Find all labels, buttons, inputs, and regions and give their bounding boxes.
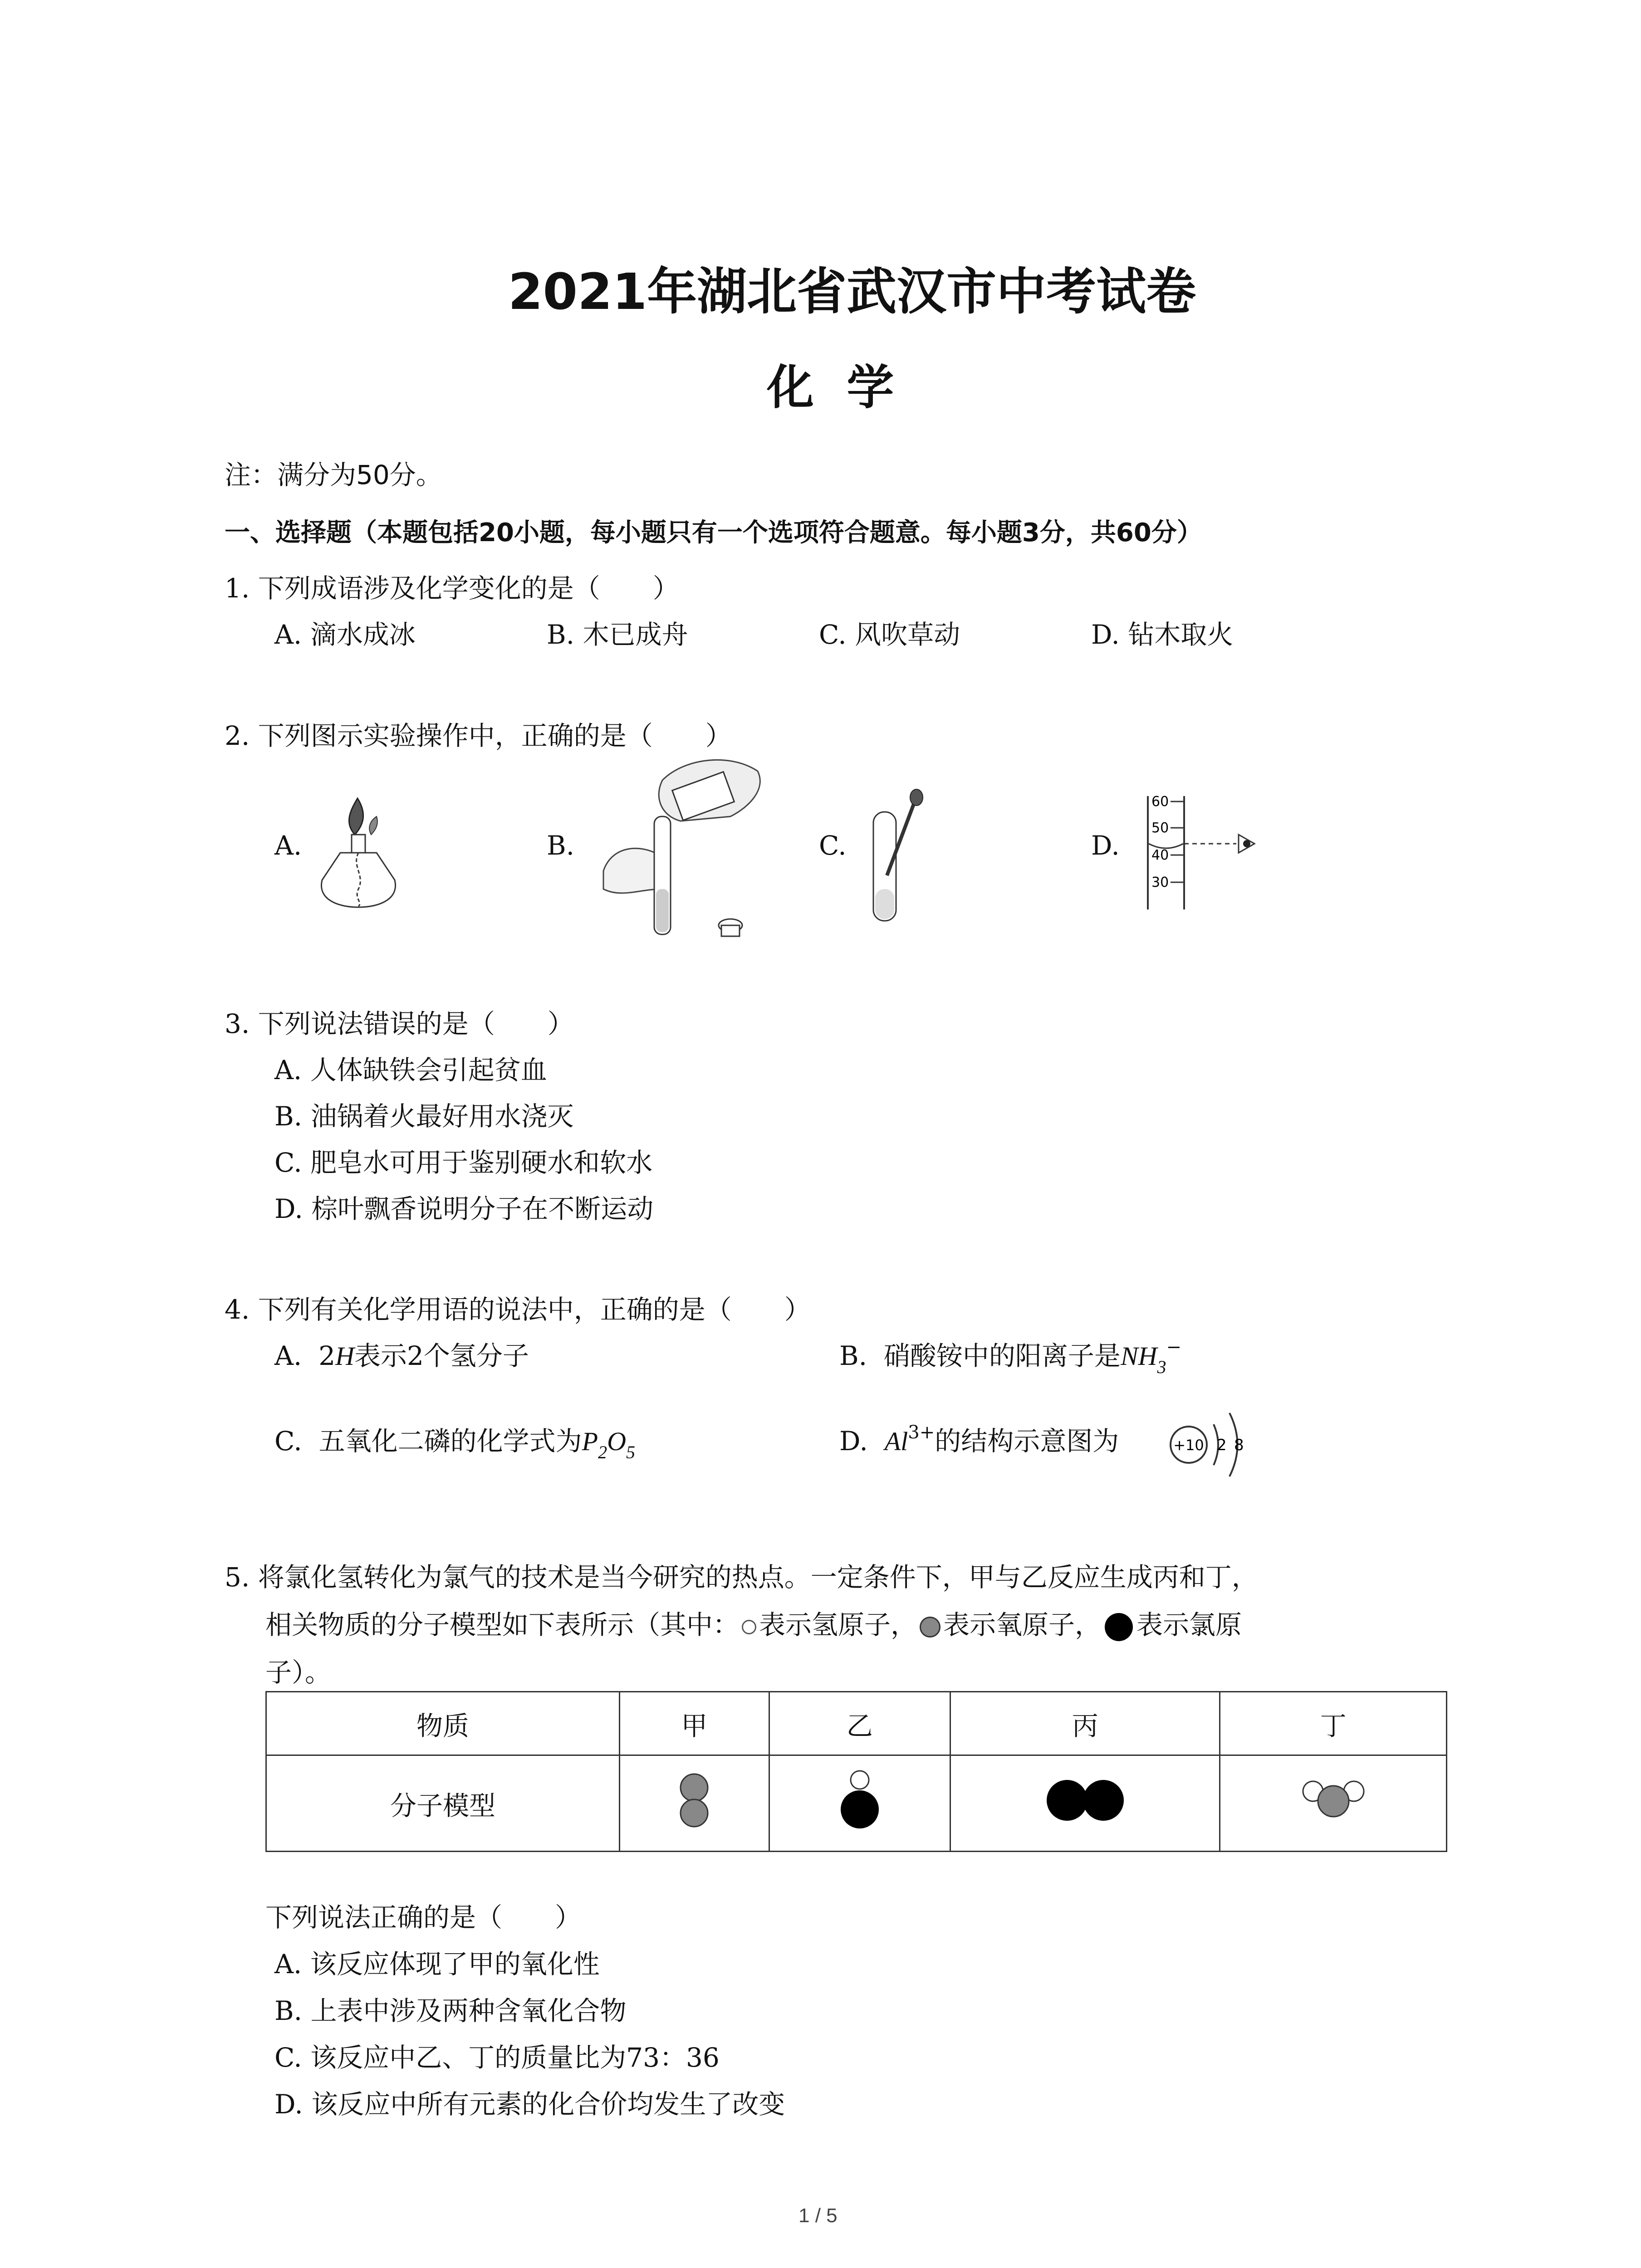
molecule-bing-cl2 xyxy=(950,1755,1220,1852)
section-heading: 一、选择题（本题包括20小题，每小题只有一个选项符合题意。每小题3分，共60分） xyxy=(225,518,1202,547)
question-4-option-c-p-sub: 2 xyxy=(598,1442,607,1462)
question-4-option-c-p: P xyxy=(582,1427,598,1456)
cylinder-tick-50: 50 xyxy=(1151,820,1169,836)
question-3-option-d: D. 棕叶飘香说明分子在不断运动 xyxy=(274,1193,654,1224)
question-1-option-a: A. 滴水成冰 xyxy=(274,619,416,650)
question-4-option-a-prefix: A. xyxy=(274,1340,319,1371)
question-2-option-c: C. xyxy=(819,830,847,861)
question-5-stem-line-3: 子）。 xyxy=(265,1657,332,1688)
question-5-option-a: A. 该反应体现了甲的氧化性 xyxy=(274,1949,600,1980)
question-3-option-b: B. 油锅着火最好用水浇灭 xyxy=(274,1101,574,1132)
atom-nucleus-label: +10 xyxy=(1173,1437,1204,1454)
question-2-option-b: B. xyxy=(547,830,575,861)
cylinder-tick-40: 40 xyxy=(1151,847,1169,863)
table-header-yi: 乙 xyxy=(769,1692,950,1755)
question-4-stem: 4. 下列有关化学用语的说法中，正确的是（ ） xyxy=(225,1294,811,1325)
hydrogen-atom-icon xyxy=(742,1620,756,1634)
question-2-option-d: D. xyxy=(1091,830,1120,861)
subject-title: 化 学 xyxy=(767,360,894,415)
question-5-stem-line-2-d: 表示氯原 xyxy=(1136,1609,1242,1640)
question-2-stem: 2. 下列图示实验操作中，正确的是（ ） xyxy=(225,720,732,751)
question-5-option-b: B. 上表中涉及两种含氧化合物 xyxy=(274,1995,627,2026)
question-1-stem: 1. 下列成语涉及化学变化的是（ ） xyxy=(225,573,679,604)
molecule-yi-hcl xyxy=(769,1755,950,1852)
question-5-option-c: C. 该反应中乙、丁的质量比为73：36 xyxy=(274,2042,720,2073)
dropper-figure xyxy=(860,785,932,930)
question-5-stem-line-2-a: 相关物质的分子模型如下表所示（其中： xyxy=(265,1609,740,1640)
question-4-option-d-symbol: Al xyxy=(884,1427,908,1456)
question-5-stem-line-2 xyxy=(265,1603,1242,1642)
pouring-liquid-figure xyxy=(594,753,776,943)
question-4-option-d xyxy=(839,1420,1119,1458)
question-4-option-c-o: O xyxy=(607,1427,626,1456)
alcohol-lamp-figure xyxy=(313,789,404,916)
question-4-option-a-num: 2 xyxy=(318,1340,336,1371)
table-header-substance: 物质 xyxy=(266,1692,620,1755)
question-5-sub-stem: 下列说法正确的是（ ） xyxy=(265,1902,582,1933)
question-4-option-c-text: C. 五氧化二磷的化学式为 xyxy=(274,1426,582,1457)
oxygen-atom-icon xyxy=(920,1617,941,1637)
question-3-option-c: C. 肥皂水可用于鉴别硬水和软水 xyxy=(274,1147,653,1178)
question-4-option-d-prefix: D. xyxy=(839,1426,885,1457)
atom-shell-1-label: 2 xyxy=(1217,1436,1227,1454)
question-4-option-c-o-sub: 5 xyxy=(626,1442,635,1462)
question-4-option-c xyxy=(274,1420,635,1462)
question-5-option-d: D. 该反应中所有元素的化合价均发生了改变 xyxy=(274,2089,785,2120)
question-4-option-b-formula: NH xyxy=(1120,1341,1157,1371)
atom-shell-2-label: 8 xyxy=(1234,1436,1244,1454)
table-row-label: 分子模型 xyxy=(266,1755,620,1852)
graduated-cylinder-figure xyxy=(1139,792,1266,914)
score-note: 注：满分为50分。 xyxy=(225,459,442,490)
question-4-option-d-sup: 3+ xyxy=(908,1422,935,1443)
table-header-bing: 丙 xyxy=(950,1692,1220,1755)
question-1-option-b: B. 木已成舟 xyxy=(547,619,688,650)
cylinder-tick-30: 30 xyxy=(1151,875,1169,890)
question-3-option-a: A. 人体缺铁会引起贫血 xyxy=(274,1055,547,1085)
page-number: 1 / 5 xyxy=(798,2204,838,2227)
table-header-jia: 甲 xyxy=(619,1692,769,1755)
chlorine-atom-icon xyxy=(1105,1613,1133,1641)
question-4-option-b xyxy=(839,1334,1182,1377)
molecule-ding-h2o xyxy=(1220,1755,1447,1852)
question-2-option-a: A. xyxy=(274,830,302,861)
question-4-option-d-text: 的结构示意图为 xyxy=(935,1426,1119,1457)
exam-title: 2021年湖北省武汉市中考试卷 xyxy=(508,263,1196,321)
question-5-stem-line-2-c: 表示氧原子， xyxy=(943,1609,1102,1640)
question-4-option-a-symbol: H xyxy=(335,1341,354,1371)
question-4-option-a xyxy=(274,1334,529,1373)
question-1-option-d: D. 钻木取火 xyxy=(1091,619,1234,650)
atom-structure-diagram xyxy=(1166,1399,1257,1490)
molecule-model-table xyxy=(265,1691,1447,1852)
question-4-option-b-sup: − xyxy=(1166,1337,1182,1358)
cylinder-tick-60: 60 xyxy=(1151,794,1169,810)
question-4-option-a-text: 表示2个氢分子 xyxy=(354,1340,529,1371)
question-4-option-b-sub: 3 xyxy=(1157,1357,1166,1377)
question-4-option-b-text: B. 硝酸铵中的阳离子是 xyxy=(839,1340,1121,1371)
question-5-stem-line-1: 5. 将氯化氢转化为氯气的技术是当今研究的热点。一定条件下，甲与乙反应生成丙和丁， xyxy=(225,1562,1258,1593)
molecule-jia-o2 xyxy=(619,1755,769,1852)
table-header-ding: 丁 xyxy=(1220,1692,1447,1755)
question-3-stem: 3. 下列说法错误的是（ ） xyxy=(225,1008,574,1039)
question-5-stem-line-2-b: 表示氢原子， xyxy=(759,1609,917,1640)
question-1-option-c: C. 风吹草动 xyxy=(819,619,960,650)
